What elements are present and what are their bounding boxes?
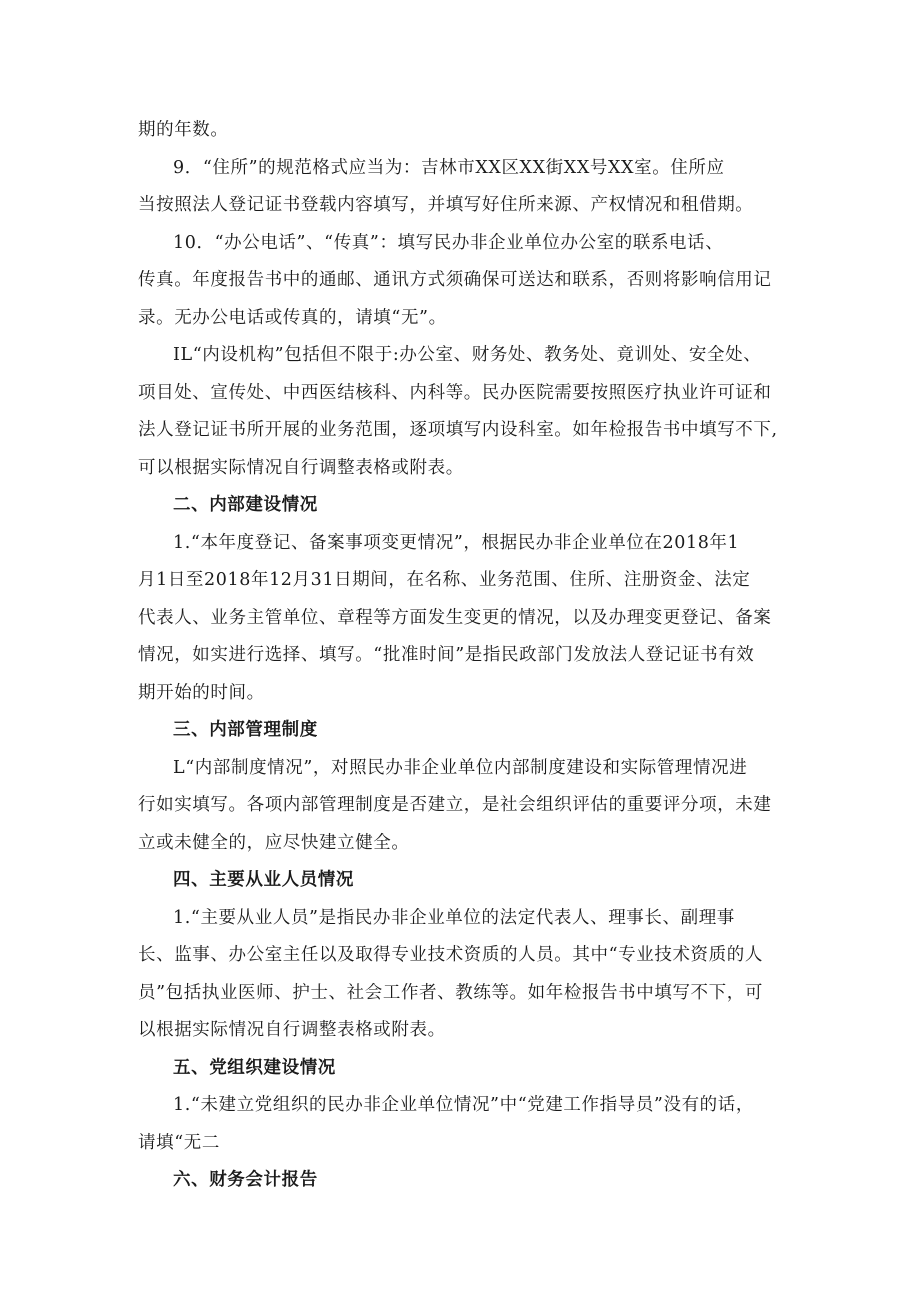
paragraph-item-9-address (138, 150, 788, 225)
text-line: 项目处、宣传处、中西医结核科、内科等。民办医院需要按照医疗执业许可证和 (138, 382, 772, 403)
text-line: 请填“无二 (138, 1132, 220, 1153)
paragraph-party-organization (138, 1087, 788, 1162)
text-line: 当按照法人登记证书登载内容填写，并填写好住所来源、产权情况和租借期。 (138, 195, 754, 215)
document-page (138, 112, 788, 1200)
text-line: L“内部制度情况”，对照民办非企业单位内部制度建设和实际管理情况进 (173, 757, 748, 778)
section-heading-party-organization: 五、党组织建设情况 (173, 1057, 336, 1078)
paragraph-internal-systems (138, 750, 788, 863)
text-line: 法人登记证书所开展的业务范围，逐项填写内设科室。如年检报告书中填写不下, (138, 420, 778, 440)
text-line: 传真。年度报告书中的通邮、通讯方式须确保可送达和联系，否则将影响信用记 (138, 270, 772, 290)
text-line: 可以根据实际情况自行调整表格或附表。 (138, 457, 464, 478)
paragraph-registration-changes (138, 525, 788, 713)
text-line: 员”包括执业医师、护士、社会工作者、教练等。如年检报告书中填写不下，可 (138, 982, 763, 1003)
text-line: 录。无办公电话或传真的，请填“无”。 (138, 307, 447, 328)
text-line: IL“内设机构”包括但不限于:办公室、财务处、教务处、竟训处、安全处、 (173, 345, 762, 365)
text-line: 期开始的时间。 (138, 682, 265, 703)
paragraph-item-11-internal-departments (138, 337, 788, 487)
text-line: 9．“住所”的规范格式应当为：吉林市XX区XX街XX号XX室。住所应 (173, 157, 725, 178)
section-heading-internal-construction: 二、内部建设情况 (173, 495, 318, 515)
text-line: 1.“主要从业人员”是指民办非企业单位的法定代表人、理事长、副理事 (173, 907, 735, 928)
text-line: 行如实填写。各项内部管理制度是否建立，是社会组织评估的重要评分项，未建 (138, 795, 772, 815)
text-line: 情况，如实进行选择、填写。“批准时间”是指民政部门发放法人登记证书有效 (138, 645, 755, 665)
paragraph-years-continuation (138, 112, 788, 150)
text-line: 代表人、业务主管单位、章程等方面发生变更的情况，以及办理变更登记、备案 (138, 607, 772, 628)
paragraph-item-10-phone-fax (138, 225, 788, 338)
text-line: 月1日至2018年12月31日期间，在名称、业务范围、住所、注册资金、法定 (138, 570, 751, 590)
section-heading-internal-management: 三、内部管理制度 (173, 720, 318, 740)
paragraph-main-staff (138, 900, 788, 1050)
text-line: 10．“办公电话”、“传真”：填写民办非企业单位办公室的联系电话、 (173, 232, 724, 253)
text-line: 立或未健全的，应尽快建立健全。 (138, 832, 410, 853)
text-line: 长、监事、办公室主任以及取得专业技术资质的人员。其中“专业技术资质的人 (138, 945, 763, 965)
section-heading-financial-report: 六、财务会计报告 (173, 1170, 318, 1190)
text-line: 期的年数。 (138, 120, 229, 140)
section-heading-main-staff: 四、主要从业人员情况 (173, 870, 354, 890)
text-line: 以根据实际情况自行调整表格或附表。 (138, 1020, 446, 1040)
text-line: 1.“未建立党组织的民办非企业单位情况”中“党建工作指导员”没有的话， (173, 1095, 754, 1115)
text-line: 1.“本年度登记、备案事项变更情况”，根据民办非企业单位在2018年1 (173, 532, 740, 553)
